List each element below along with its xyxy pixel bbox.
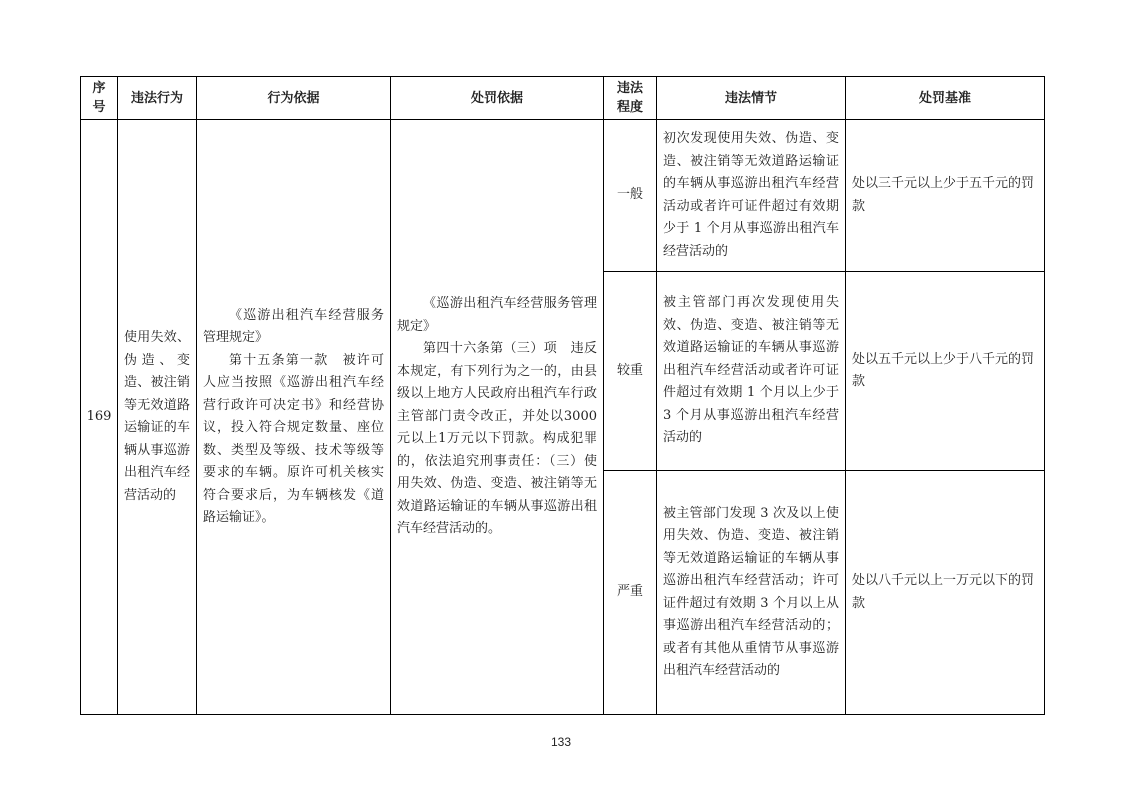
standard-general: 处以三千元以上少于五千元的罚款: [846, 120, 1045, 272]
penalty-standard-table: [80, 76, 1045, 715]
header-row: [81, 77, 1045, 120]
detail-general: 初次发现使用失效、伪造、变造、被注销等无效道路运输证的车辆从事巡游出租汽车经营活动或者许可证件超过有效期少于 1 个月从事巡游出租汽车经营活动的: [657, 120, 846, 272]
row-seq: 169: [81, 120, 118, 715]
detail-severe: 被主管部门发现 3 次及以上使用失效、伪造、变造、被注销等无效道路运输证的车辆从事巡游出租汽车经营活动；许可证件超过有效期 3 个月以上从事巡游出租汽车经营活动的；或者有其他从重情节从事巡游出租汽车经营活动的: [657, 471, 846, 715]
row-act-basis: [197, 120, 391, 715]
page-number: 133: [550, 735, 572, 749]
row-penalty-basis: [391, 120, 604, 715]
level-general: 一般: [604, 120, 657, 272]
act-basis-title: 《巡游出租汽车经营服务管理规定》: [203, 307, 384, 345]
level-severe: 严重: [604, 471, 657, 715]
act-basis-article: 第十五条第一款 被许可人应当按照《巡游出租汽车经营行政许可决定书》和经营协议，投入符合规定数量、座位数、类型及等级、技术等级等要求的车辆。原许可机关核实符合要求后，为车辆核发《道路运输证》。: [203, 352, 384, 525]
header-violation-level: 违法程度: [604, 77, 657, 120]
penalty-basis-article: 第四十六条第（三）项 违反本规定，有下列行为之一的，由县级以上地方人民政府出租汽车行政主管部门责令改正，并处以3000元以上1万元以下罚款。构成犯罪的，依法追究刑事责任：（三）使用失效、伪造、变造、被注销等无效道路运输证的车辆从事巡游出租汽车经营活动的。: [397, 341, 597, 537]
header-penalty-standard: 处罚基准: [846, 77, 1045, 120]
detail-serious: 被主管部门再次发现使用失效、伪造、变造、被注销等无效道路运输证的车辆从事巡游出租汽车经营活动或者许可证件超过有效期 1 个月以上少于 3 个月从事巡游出租汽车经营活动的: [657, 272, 846, 471]
header-violation-act: 违法行为: [118, 77, 197, 120]
header-seq: 序号: [81, 77, 118, 120]
level-serious: 较重: [604, 272, 657, 471]
row-violation-act: 使用失效、伪造、变造、被注销等无效道路运输证的车辆从事巡游出租汽车经营活动的: [118, 120, 197, 715]
header-violation-detail: 违法情节: [657, 77, 846, 120]
standard-severe: 处以八千元以上一万元以下的罚款: [846, 471, 1045, 715]
header-act-basis: 行为依据: [197, 77, 391, 120]
header-penalty-basis: 处罚依据: [391, 77, 604, 120]
penalty-basis-title: 《巡游出租汽车经营服务管理规定》: [397, 296, 597, 334]
table-row: [81, 120, 1045, 272]
standard-serious: 处以五千元以上少于八千元的罚款: [846, 272, 1045, 471]
